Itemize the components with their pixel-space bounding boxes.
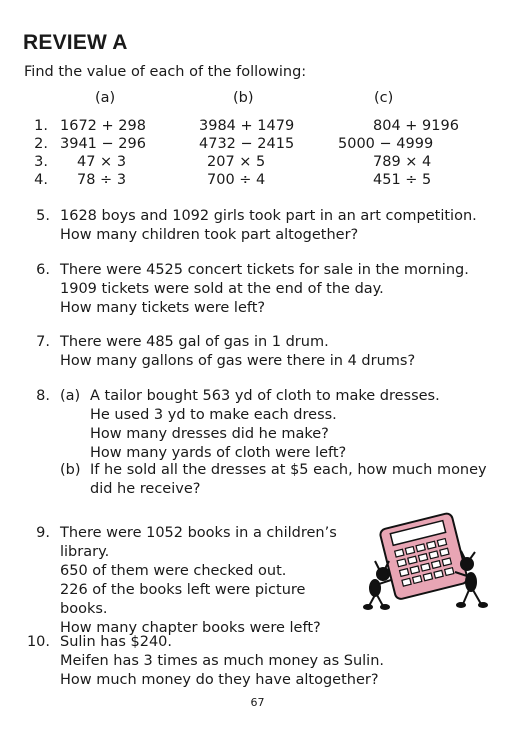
math-row [0,154,515,174]
row-number: 3. [34,154,48,170]
question-line: There were 1052 books in a children’s [60,525,337,541]
problem-c: 804 + 9196 [373,118,459,134]
question-line: Meifen has 3 times as much money as Sulin. [60,653,385,669]
question-line: 1909 tickets were sold at the end of the day. [60,281,384,297]
question-line: Sulin has $240. [60,634,172,650]
question-line: There were 485 gal of gas in 1 drum. [60,334,329,350]
problem-b: 700 ÷ 4 [207,172,266,188]
math-row [0,172,515,192]
part-b-text [90,461,490,499]
question-line: A tailor bought 563 yd of cloth to make dresses. [90,388,440,404]
column-header-c: (c) [374,90,394,106]
question-text [60,261,480,318]
problem-a: 78 ÷ 3 [77,172,127,188]
question-number: 8. [36,388,50,404]
question-line: He used 3 yd to make each dress. [90,407,337,423]
problem-b: 3984 + 1479 [199,118,295,134]
question-line: did he receive? [90,481,201,497]
problem-c: 451 ÷ 5 [373,172,432,188]
question-line: How many dresses did he make? [90,426,329,442]
question-line: 650 of them were checked out. [60,563,287,579]
problem-a: 47 × 3 [77,154,127,170]
column-header-a: (a) [95,90,116,106]
math-row [0,118,515,138]
question-line: library. [60,544,110,560]
question-text [60,633,480,690]
part-b-label: (b) [60,462,81,478]
question-line: There were 4525 concert tickets for sale in the morning. [60,262,469,278]
question-number: 6. [36,262,50,278]
question-line: 226 of the books left were picture books. [60,582,306,617]
row-number: 4. [34,172,48,188]
problem-c: 5000 − 4999 [338,136,434,152]
question-number: 10. [26,634,50,650]
calculator-with-ants-icon [345,512,495,612]
problem-a: 3941 − 296 [60,136,146,152]
problem-b: 207 × 5 [207,154,266,170]
question-number: 7. [36,334,50,350]
part-a-text [90,387,490,463]
page-number: 67 [250,696,265,709]
question-number: 5. [36,208,50,224]
row-number: 1. [34,118,48,134]
question-text [60,207,480,245]
question-text [60,524,350,638]
question-line: How much money do they have altogether? [60,672,379,688]
question-line: How many yards of cloth were left? [90,445,347,461]
page-title: REVIEW A [23,31,128,54]
question-text [60,333,480,371]
question-line: How many tickets were left? [60,300,266,316]
math-row [0,136,515,156]
question-line: How many children took part altogether? [60,227,359,243]
row-number: 2. [34,136,48,152]
question-line: How many chapter books were left? [60,620,321,636]
problem-b: 4732 − 2415 [199,136,295,152]
problem-c: 789 × 4 [373,154,432,170]
column-header-b: (b) [233,90,254,106]
question-line: 1628 boys and 1092 girls took part in an art competition. [60,208,477,224]
question-line: If he sold all the dresses at $5 each, how much money [90,462,487,478]
question-line: How many gallons of gas were there in 4 drums? [60,353,416,369]
part-a-label: (a) [60,388,81,404]
instructions: Find the value of each of the following: [24,64,307,80]
question-number: 9. [36,525,50,541]
problem-a: 1672 + 298 [60,118,146,134]
